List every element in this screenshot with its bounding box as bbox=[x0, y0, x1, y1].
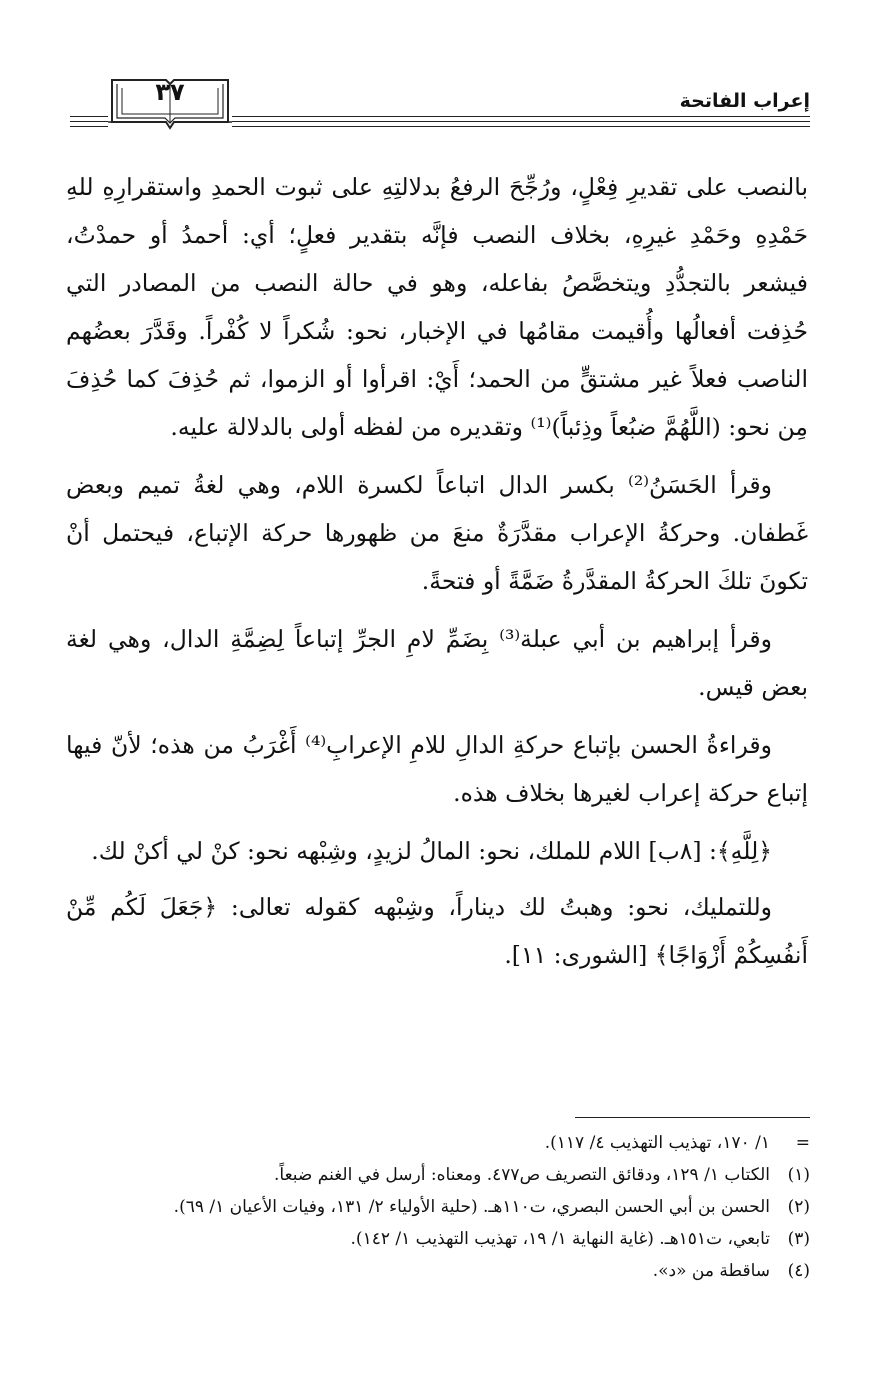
footnote-mark: (٣) bbox=[787, 1229, 810, 1249]
paragraph: وقرأ الحَسَنُ⁽²⁾ بكسر الدال اتباعاً لكسرة اللام، وهي لغةُ تميم وبعض غَطفان. وحركةُ الإعراب مقدَّرَةٌ منعَ من ظهورها حركة الإتباع، فيحتمل أنْ تكونَ تلكَ الحركةُ المقدَّرةُ ضَمَّةً أو فتحةً. bbox=[66, 471, 808, 595]
footnote bbox=[66, 1224, 810, 1254]
footnote-mark: (١) bbox=[787, 1165, 810, 1185]
paragraph: ﴿لِلَّهِ﴾: [٨ب] اللام للملك، نحو: المالُ لزيدٍ، وشِبْهه نحو: كنْ لي أكنْ لك. bbox=[91, 837, 772, 865]
paragraph: وقراءةُ الحسن بإتباع حركةِ الدالِ للامِ الإعرابِ⁽⁴⁾ أَغْرَبُ من هذه؛ لأنّ فيها إتباع حركة إعراب لغيرها بخلاف هذه. bbox=[66, 731, 808, 807]
footnote-text: تابعي، ت١٥١هـ. (غاية النهاية ١/ ١٩، تهذيب التهذيب ١/ ١٤٢). bbox=[350, 1229, 770, 1249]
main-text bbox=[66, 163, 808, 989]
footnote-text: ١/ ١٧٠، تهذيب التهذيب ٤/ ١١٧). bbox=[544, 1133, 770, 1153]
footnote-text: الكتاب ١/ ١٢٩، ودقائق التصريف ص٤٧٧. ومعناه: أرسل في الغنم ضبعاً. bbox=[274, 1165, 770, 1185]
footnote bbox=[66, 1256, 810, 1286]
footnote-separator bbox=[575, 1117, 810, 1118]
page-number-badge bbox=[108, 72, 232, 132]
page-number: ٣٧ bbox=[155, 78, 185, 106]
footnote-mark: = bbox=[795, 1133, 810, 1153]
running-title: إعراب الفاتحة bbox=[679, 90, 810, 112]
footnote-text: الحسن بن أبي الحسن البصري، ت١١٠هـ. (حلية الأولياء ٢/ ١٣١، وفيات الأعيان ١/ ٦٩). bbox=[173, 1197, 770, 1217]
footnote-mark: (٢) bbox=[787, 1197, 810, 1217]
footnotes bbox=[66, 1128, 810, 1288]
paragraph: وللتمليك، نحو: وهبتُ لك ديناراً، وشِبْهه كقوله تعالى: ﴿جَعَلَ لَكُم مِّنْ أَنفُسِكُمْ أَزْوَاجًا﴾ [الشورى: ١١]. bbox=[66, 893, 808, 969]
footnote bbox=[66, 1160, 810, 1190]
footnote bbox=[66, 1128, 810, 1158]
footnote-mark: (٤) bbox=[787, 1261, 810, 1281]
page-header bbox=[70, 70, 810, 140]
footnote-text: ساقطة من «د». bbox=[652, 1261, 770, 1281]
paragraph: وقرأ إبراهيم بن أبي عبلة⁽³⁾ بِضَمِّ لامِ الجرِّ إتباعاً لِضِمَّةِ الدال، وهي لغة بعض قيس. bbox=[66, 625, 808, 701]
paragraph: بالنصب على تقديرِ فِعْلٍ، ورُجِّحَ الرفعُ بدلالتِهِ على ثبوت الحمدِ واستقرارِهِ للهِ حَمْدِهِ وحَمْدِ غيرِهِ، بخلاف النصب فإنَّه بتقدير فعلٍ؛ أي: أحمدُ أو حمدْتُ، فيشعر بالتجدُّدِ ويتخصَّصُ بفاعله، وهو في حالة النصب من المصادر التي حُذِفت أفعالُها وأُقيمت مقامُها في الإخبار، نحو: شُكراً لا كُفْراً. وقَدَّرَ بعضُهم الناصب فعلاً غير مشتقٍّ من الحمد؛ أَيْ: اقرأوا أو الزموا، ثم حُذِفَ كما حُذِفَ مِن نحو: (اللَّهُمَّ ضبُعاً وذِئباً)⁽¹⁾ وتقديره من لفظه أولى بالدلالة عليه. bbox=[66, 173, 808, 441]
footnote bbox=[66, 1192, 810, 1222]
